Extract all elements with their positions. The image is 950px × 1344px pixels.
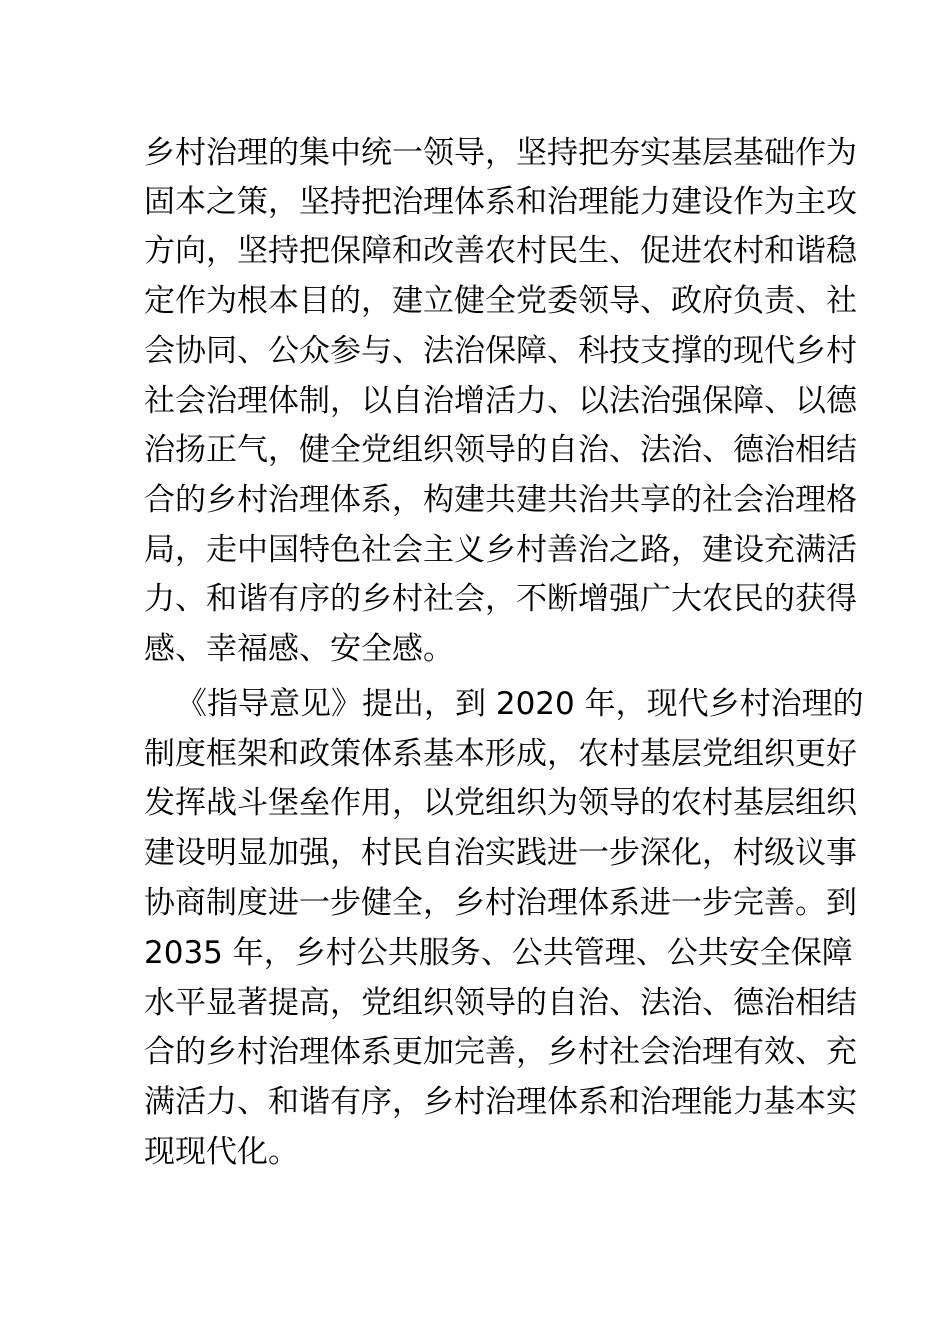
- text-line: 发挥战斗堡垒作用，以党组织为领导的农村基层组织: [144, 785, 857, 821]
- text-line: 合的乡村治理体系更加完善，乡村社会治理有效、充: [144, 1034, 857, 1070]
- text-line: 满活力、和谐有序，乡村治理体系和治理能力基本实: [144, 1084, 857, 1120]
- text-line: 力、和谐有序的乡村社会，不断增强广大农民的获得: [144, 581, 857, 617]
- text-line: 乡村治理的集中统一领导，坚持把夯实基层基础作为: [144, 135, 857, 171]
- text-line: 社会治理体制，以自治增活力、以法治强保障、以德: [144, 383, 857, 419]
- text-line: 固本之策，坚持把治理体系和治理能力建设作为主攻: [144, 184, 857, 220]
- text-line: 局，走中国特色社会主义乡村善治之路，建设充满活: [144, 532, 857, 568]
- text-line: 感、幸福感、安全感。: [144, 631, 454, 667]
- text-line: 治扬正气，健全党组织领导的自治、法治、德治相结: [144, 432, 857, 468]
- text-line: 水平显著提高，党组织领导的自治、法治、德治相结: [144, 985, 857, 1021]
- text-line: 协商制度进一步健全，乡村治理体系进一步完善。到: [144, 885, 857, 921]
- text-line: 会协同、公众参与、法治保障、科技支撑的现代乡村: [144, 333, 857, 369]
- text-line: 定作为根本目的，建立健全党委领导、政府负责、社: [144, 283, 857, 319]
- text-line: 《指导意见》提出，到 2020 年，现代乡村治理的: [176, 686, 864, 722]
- text-line: 建设明显加强，村民自治实践进一步深化，村级议事: [144, 835, 857, 871]
- text-line: 制度框架和政策体系基本形成，农村基层党组织更好: [144, 736, 857, 772]
- text-line: 现现代化。: [144, 1134, 299, 1170]
- text-line: 2035 年，乡村公共服务、公共管理、公共安全保障: [144, 935, 853, 971]
- text-line: 方向，坚持把保障和改善农村民生、促进农村和谐稳: [144, 233, 857, 269]
- text-line: 合的乡村治理体系，构建共建共治共享的社会治理格: [144, 482, 857, 518]
